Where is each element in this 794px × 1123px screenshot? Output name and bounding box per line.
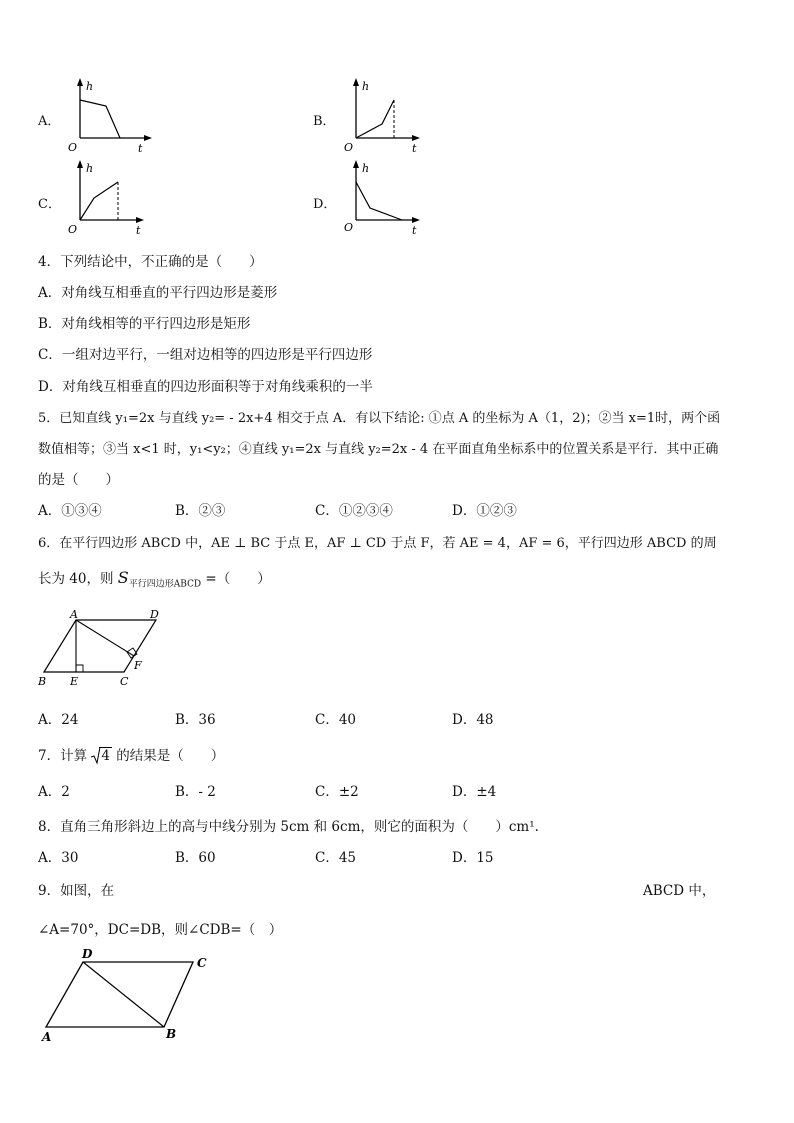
q4-option-d: D．对角线互相垂直的四边形面积等于对角线乘积的一半 — [38, 379, 373, 395]
q9-figure — [36, 944, 226, 1044]
graph-b-h: h — [362, 80, 370, 93]
q6-option-b: B．36 — [175, 712, 216, 728]
graph-c-origin: O — [68, 223, 78, 236]
q9-line-1-b: ABCD 中， — [643, 883, 716, 899]
q7-option-b: B．- 2 — [175, 784, 216, 800]
q9-line-1-a: 9．如图，在 — [38, 883, 115, 899]
q7-option-a: A．2 — [38, 784, 70, 800]
q7-stem-b: 的结果是（ ） — [111, 748, 225, 764]
q4-option-b: B．对角线相等的平行四边形是矩形 — [38, 316, 251, 332]
q9-label-d: D — [82, 947, 93, 961]
q6-option-c: C．40 — [315, 712, 357, 728]
graph-d — [336, 158, 436, 238]
q6-line-1: 6．在平行四边形 ABCD 中，AE ⊥ BC 于点 E，AF ⊥ CD 于点 F，若 AE = 4，AF = 6，平行四边形 ABCD 的周 — [38, 536, 717, 551]
q6-label-f: F — [134, 659, 142, 672]
q7-option-c: C．±2 — [315, 784, 359, 800]
graph-d-t: t — [412, 224, 417, 237]
q5-line-2: 数值相等；③当 x<1 时，y₁<y₂；④直线 y₁=2x 与直线 y₂=2x - 4 在平面直角坐标系中的位置关系是平行．其中正确 — [38, 442, 719, 457]
q4-stem: 4．下列结论中，不正确的是（ ） — [38, 254, 263, 270]
q7-stem — [38, 744, 224, 764]
q5-line-3: 的是（ ） — [38, 472, 119, 488]
q8-stem: 8．直角三角形斜边上的高与中线分别为 5cm 和 6cm，则它的面积为（ ）cm¹. — [38, 819, 539, 835]
q6-line-2 — [38, 567, 271, 590]
graph-a-h: h — [86, 80, 94, 93]
graph-option-c-label: C． — [38, 197, 61, 212]
q7-option-d: D．±4 — [452, 784, 497, 800]
graph-a — [60, 76, 160, 156]
q6-option-a: A．24 — [38, 712, 79, 728]
q4-option-c: C．一组对边平行，一组对边相等的四边形是平行四边形 — [38, 347, 373, 363]
graph-a-t: t — [138, 142, 143, 155]
graph-b-t: t — [412, 142, 417, 155]
q6-label-d: D — [150, 608, 159, 621]
q5-option-b: B．②③ — [175, 503, 226, 519]
q9-label-a: A — [42, 1030, 52, 1044]
q5-option-a: A．①③④ — [38, 503, 102, 519]
q5-option-c: C．①②③④ — [315, 503, 393, 519]
graph-b-origin: O — [344, 141, 354, 154]
q4-option-a: A．对角线互相垂直的平行四边形是菱形 — [38, 285, 278, 301]
q6-area-subscript: 平行四边形ABCD — [128, 579, 202, 590]
q9-label-c: C — [197, 956, 207, 970]
q6-area-symbol: S — [117, 568, 129, 587]
graph-option-d-label: D． — [313, 197, 337, 212]
q6-line-2-a: 长为 40，则 — [38, 571, 118, 587]
graph-option-a-label: A． — [38, 114, 61, 129]
q7-stem-a: 7．计算 — [38, 748, 92, 764]
q5-line-1: 5．已知直线 y₁=2x 与直线 y₂= - 2x+4 相交于点 A．有以下结论: ①点 A 的坐标为 A（1，2)；②当 x=1时，两个函 — [38, 411, 721, 426]
graph-c — [60, 158, 160, 238]
sqrt-symbol — [91, 748, 112, 764]
graph-a-origin: O — [68, 141, 78, 154]
q6-label-a: A — [70, 608, 78, 621]
q8-option-c: C．45 — [315, 850, 357, 866]
q6-label-e: E — [70, 675, 79, 688]
q6-label-b: B — [38, 675, 47, 688]
graph-option-b-label: B． — [313, 114, 336, 129]
q9-label-b: B — [166, 1027, 177, 1041]
q5-option-d: D．①②③ — [452, 503, 517, 519]
graph-c-t: t — [136, 224, 141, 237]
graph-b — [336, 76, 436, 156]
graph-d-h: h — [362, 162, 370, 175]
q6-line-2-b: =（ ） — [201, 571, 271, 587]
graph-d-origin: O — [344, 221, 354, 234]
q8-option-a: A．30 — [38, 850, 79, 866]
q6-label-c: C — [120, 675, 129, 688]
q8-option-b: B．60 — [175, 850, 216, 866]
q6-figure — [30, 605, 170, 690]
q7-radicand: 4 — [101, 748, 110, 764]
q9-line-2: ∠A=70°，DC=DB，则∠CDB=（ ） — [38, 922, 283, 938]
q8-option-d: D．15 — [452, 850, 494, 866]
radical-sign-icon — [91, 747, 101, 765]
q6-option-d: D．48 — [452, 712, 494, 728]
graph-c-h: h — [86, 162, 94, 175]
